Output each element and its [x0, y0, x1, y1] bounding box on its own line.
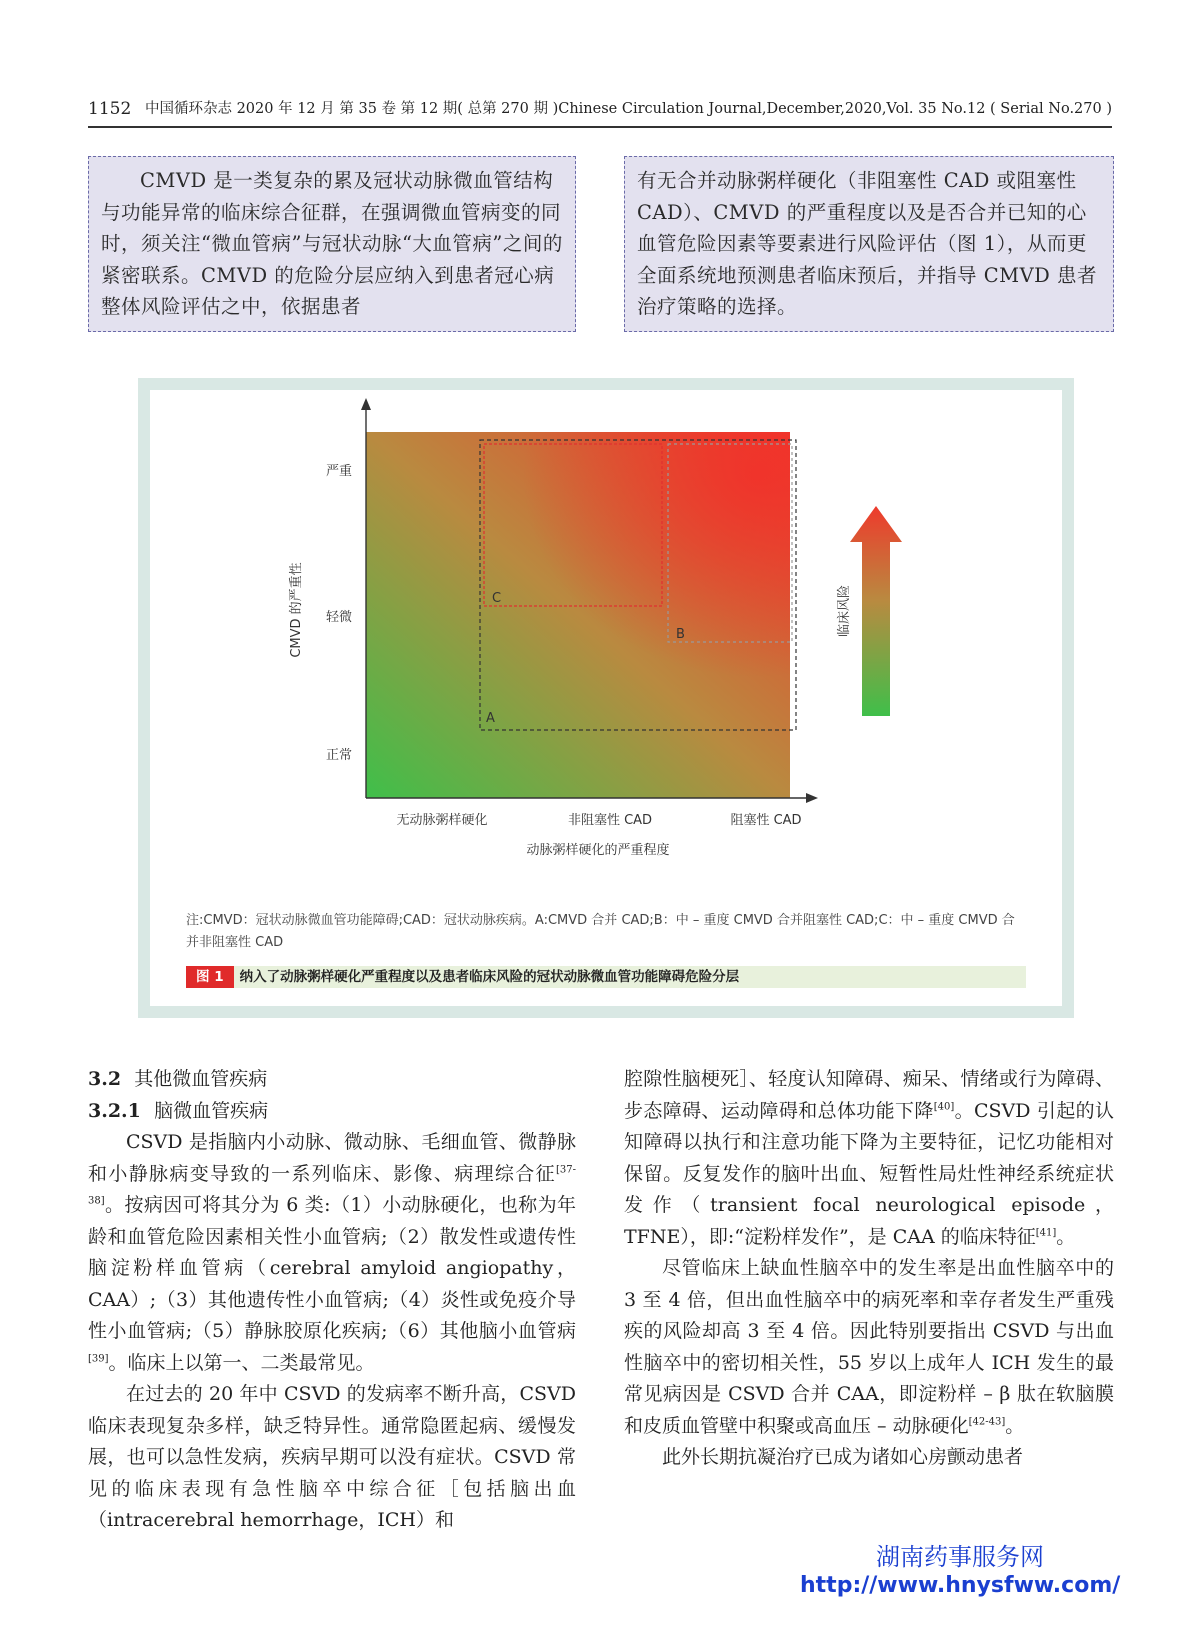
y-axis-arrowhead: [361, 398, 371, 410]
figure-note: 注:CMVD：冠状动脉微血管功能障碍;CAD：冠状动脉疾病。A:CMVD 合并 CAD;B：中 – 重度 CMVD 合并阻塞性 CAD;C：中 – 重度 CMVD 合并非阻塞性 CAD: [186, 913, 1015, 950]
x-tick-label: 阻塞性 CAD: [730, 813, 802, 828]
y-axis-title: CMVD 的严重性: [289, 562, 304, 658]
citation: [41]: [1035, 1227, 1057, 1239]
x-axis-title: 动脉粥样硬化的严重程度: [526, 843, 670, 858]
page-number: 1152: [88, 99, 132, 119]
section-heading-3-2-1: 3.2.1 脑微血管疾病: [88, 1099, 269, 1122]
y-tick-label: 正常: [325, 748, 352, 763]
paragraph: 腔隙性脑梗死］、轻度认知障碍、痴呆、情绪或行为障碍、步态障碍、运动障碍和总体功能下降[40]。CSVD 引起的认知障碍以执行和注意功能下降为主要特征，记忆功能相对保留。反复发作的脑叶出血、短暂性局灶性神经系统症状发作（transient focal neurological episode，TFNE），即:“淀粉样发作”，是 CAA 的临床特征[41]。: [624, 1068, 1114, 1248]
zone-b-label: B: [676, 627, 685, 642]
y-tick-label: 轻微: [325, 610, 352, 625]
figure-caption-text: 纳入了动脉粥样硬化严重程度以及患者临床风险的冠状动脉微血管功能障碍危险分层: [239, 969, 740, 985]
section-heading-3-2: 3.2 其他微血管疾病: [88, 1068, 268, 1090]
zone-a-label: A: [486, 711, 495, 726]
body-column-left: [88, 1064, 576, 1537]
clinical-risk-arrow: [850, 506, 902, 716]
citation: [37-38]: [88, 1164, 576, 1207]
zone-c-label: C: [492, 591, 502, 606]
citation: [42-43]: [968, 1416, 1006, 1428]
callout-box-left: CMVD 是一类复杂的累及冠状动脉微血管结构与功能异常的临床综合征群，在强调微血管病变的同时，须关注“微血管病”与冠状动脉“大血管病”之间的紧密联系。CMVD 的危险分层应纳入到患者冠心病整体风险评估之中，依据患者: [88, 156, 576, 332]
y-tick-label: 严重: [325, 464, 352, 479]
running-header: [88, 96, 1112, 128]
paragraph: 在过去的 20 年中 CSVD 的发病率不断升高，CSVD 临床表现复杂多样，缺乏特异性。通常隐匿起病、缓慢发展，也可以急性发病，疾病早期可以没有症状。CSVD 常见的临床表现有急性脑卒中综合征［包括脑出血（intracerebral hemorrhage，ICH）和: [88, 1383, 576, 1531]
risk-hotspot: [366, 432, 790, 798]
callout-box-right: 有无合并动脉粥样硬化（非阻塞性 CAD 或阻塞性 CAD）、CMVD 的严重程度以及是否合并已知的心血管危险因素等要素进行风险评估（图 1），从而更全面系统地预测患者临床预后，并指导 CMVD 患者治疗策略的选择。: [624, 156, 1114, 332]
watermark-url-link[interactable]: http://www.hnysfww.com/: [800, 1573, 1121, 1598]
citation: [39]: [88, 1353, 109, 1365]
x-axis-arrowhead: [806, 793, 818, 803]
clinical-risk-label: 临床风险: [837, 584, 852, 638]
figure-label: 图 1: [186, 966, 234, 988]
paragraph: 此外长期抗凝治疗已成为诸如心房颤动患者: [662, 1446, 1024, 1468]
x-tick-label: 无动脉粥样硬化: [396, 813, 488, 828]
citation: [40]: [933, 1101, 955, 1113]
paragraph: 尽管临床上缺血性脑卒中的发生率是出血性脑卒中的 3 至 4 倍，但出血性脑卒中的病死率和幸存者发生严重残疾的风险却高 3 至 4 倍。因此特别要指出 CSVD 与出血性脑卒中的密切相关性，55 岁以上成年人 ICH 发生的最常见病因是 CSVD 合并 CAA，即淀粉样 – β 肽在软脑膜和皮质血管壁中积聚或高血压 – 动脉硬化[42-43]。: [624, 1257, 1114, 1437]
watermark-site-name: 湖南药事服务网: [876, 1543, 1044, 1571]
body-column-right: [624, 1064, 1114, 1474]
paragraph: CSVD 是指脑内小动脉、微动脉、毛细血管、微静脉和小静脉病变导致的一系列临床、影像、病理综合征[37-38]。按病因可将其分为 6 类:（1）小动脉硬化，也称为年龄和血管危险因素相关性小血管病;（2）散发性或遗传性脑淀粉样血管病（cerebral amyloid angiopathy，CAA）;（3）其他遗传性小血管病;（4）炎性或免疫介导性小血管病;（5）静脉胶原化疾病;（6）其他脑小血管病[39]。临床上以第一、二类最常见。: [88, 1131, 576, 1374]
x-tick-label: 非阻塞性 CAD: [567, 813, 653, 828]
figure-caption: [186, 966, 1026, 988]
watermark: [800, 1542, 1120, 1600]
figure-1: [138, 378, 1074, 1018]
journal-citation: 中国循环杂志 2020 年 12 月 第 35 卷 第 12 期( 总第 270 期 )Chinese Circulation Journal,December,2020,Vol. 35 No.12 ( Serial No.270 ): [144, 101, 1112, 117]
